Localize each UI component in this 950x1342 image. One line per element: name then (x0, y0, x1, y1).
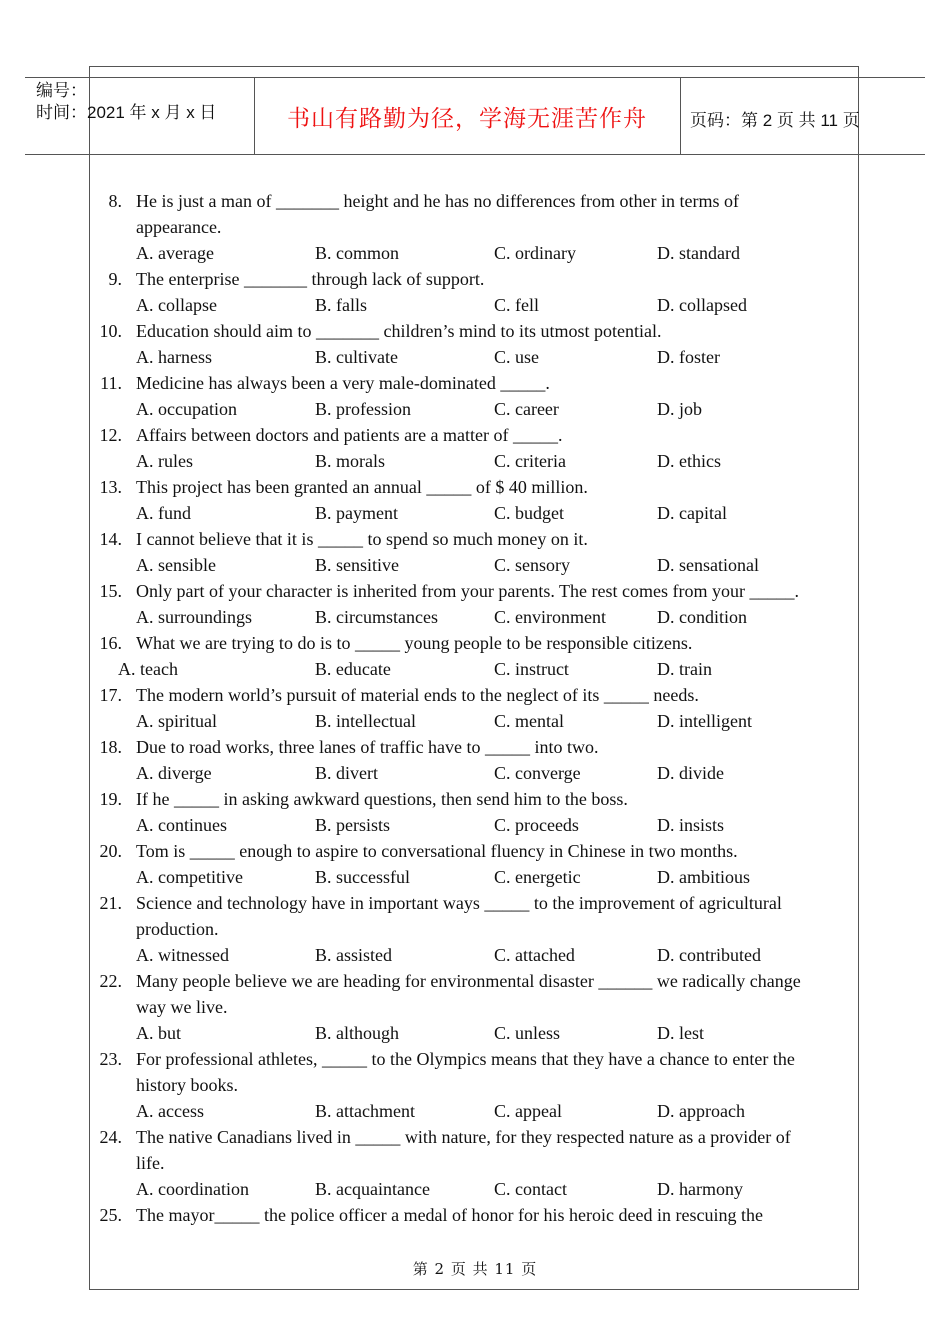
answer-options (96, 708, 846, 734)
option-d: D. divide (657, 763, 725, 783)
question-number: 11. (100, 373, 122, 393)
question-list (96, 188, 846, 1228)
option-c: C. fell (493, 295, 539, 315)
question-number (96, 1150, 122, 1176)
answer-options (96, 1176, 846, 1202)
option-d: D. harmony (657, 1179, 744, 1199)
option-d: D. ethics (657, 451, 722, 471)
option-b: B. acquaintance (314, 1179, 430, 1199)
answer-options (96, 240, 846, 266)
question-stem (96, 1202, 846, 1228)
question-text: If he _____ in asking awkward questions, then send him to the boss. (136, 789, 628, 809)
option-d: D. intelligent (657, 711, 753, 731)
option-c: C. criteria (493, 451, 566, 471)
question-text: Tom is _____ enough to aspire to conversational fluency in Chinese in two months. (136, 841, 738, 861)
question-text: Science and technology have in important ways _____ to the improvement of agricultural (136, 893, 782, 913)
question-text: Only part of your character is inherited from your parents. The rest comes from your _____. (136, 581, 799, 601)
option-b: B. intellectual (314, 711, 416, 731)
question-number: 8. (108, 191, 122, 211)
question-stem-continued (96, 214, 846, 240)
question-stem-continued (96, 1150, 846, 1176)
question-text: way we live. (136, 997, 228, 1017)
question-text: For professional athletes, _____ to the Olympics means that they have a chance to enter the (136, 1049, 795, 1069)
option-b: B. common (314, 243, 399, 263)
option-d: D. sensational (657, 555, 760, 575)
doc-id-label: 编号： (36, 81, 87, 100)
option-b: B. although (314, 1023, 399, 1043)
option-a: A. average (136, 243, 214, 263)
question-text: This project has been granted an annual _____ of $ 40 million. (136, 477, 588, 497)
question-number: 19. (99, 789, 122, 809)
answer-options (96, 604, 846, 630)
question-stem (96, 682, 846, 708)
answer-options (96, 292, 846, 318)
option-c: C. instruct (493, 659, 569, 679)
question-text: The modern world’s pursuit of material ends to the neglect of its _____ needs. (136, 685, 699, 705)
question-number: 14. (99, 529, 122, 549)
question-stem (96, 1124, 846, 1150)
question-stem-continued (96, 994, 846, 1020)
question-text: Medicine has always been a very male-dominated _____. (136, 373, 550, 393)
question-text: I cannot believe that it is _____ to spend so much money on it. (136, 529, 588, 549)
question-number: 22. (99, 971, 122, 991)
answer-options (96, 396, 846, 422)
answer-options (96, 656, 846, 682)
option-a: A. harness (136, 347, 212, 367)
option-a: A. spiritual (136, 711, 217, 731)
option-c: C. ordinary (493, 243, 576, 263)
question-stem (96, 474, 846, 500)
question-text: Education should aim to _______ children’s mind to its utmost potential. (136, 321, 662, 341)
option-d: D. lest (657, 1023, 705, 1043)
question-number: 9. (108, 269, 122, 289)
option-d: D. capital (657, 503, 728, 523)
option-a: A. competitive (136, 867, 243, 887)
question-stem (96, 578, 846, 604)
option-c: C. budget (493, 503, 564, 523)
question-text: production. (136, 919, 219, 939)
option-c: C. use (493, 347, 539, 367)
option-a: A. teach (118, 659, 178, 679)
option-a: A. sensible (136, 555, 216, 575)
option-c: C. attached (493, 945, 575, 965)
header-bottom-rule (25, 154, 925, 155)
question-number: 18. (99, 737, 122, 757)
option-d: D. job (657, 399, 703, 419)
question-stem (96, 890, 846, 916)
question-number (96, 916, 122, 942)
question-stem (96, 526, 846, 552)
option-a: A. coordination (136, 1179, 249, 1199)
option-d: D. train (657, 659, 713, 679)
header-meta (36, 80, 216, 124)
question-stem (96, 630, 846, 656)
question-text: appearance. (136, 217, 222, 237)
question-stem-continued (96, 1072, 846, 1098)
option-d: D. condition (657, 607, 748, 627)
answer-options (96, 448, 846, 474)
answer-options (96, 812, 846, 838)
answer-options (96, 500, 846, 526)
option-a: A. but (136, 1023, 181, 1043)
option-b: B. morals (314, 451, 385, 471)
question-number: 13. (99, 477, 122, 497)
question-text: The mayor_____ the police officer a medal of honor for his heroic deed in rescuing the (136, 1205, 763, 1225)
option-d: D. standard (657, 243, 741, 263)
question-stem-continued (96, 916, 846, 942)
option-c: C. mental (493, 711, 564, 731)
option-a: A. fund (136, 503, 191, 523)
option-c: C. career (493, 399, 559, 419)
question-stem (96, 266, 846, 292)
header-motto: 书山有路勤为径，学海无涯苦作舟 (287, 106, 647, 132)
answer-options (96, 552, 846, 578)
option-b: B. attachment (314, 1101, 415, 1121)
question-number (96, 1072, 122, 1098)
option-c: C. unless (493, 1023, 560, 1043)
question-stem (96, 734, 846, 760)
option-d: D. ambitious (657, 867, 751, 887)
page-footer: 第 2 页 共 11 页 (412, 1260, 538, 1278)
option-a: A. surroundings (136, 607, 252, 627)
option-a: A. rules (136, 451, 193, 471)
option-a: A. access (136, 1101, 204, 1121)
option-c: C. proceeds (493, 815, 579, 835)
header-page-info: 页码：第 2 页 共 11 页 (690, 111, 860, 130)
option-b: B. cultivate (314, 347, 398, 367)
answer-options (96, 760, 846, 786)
question-text: He is just a man of _______ height and he has no differences from other in terms of (136, 191, 740, 211)
question-number (96, 994, 122, 1020)
question-number: 17. (99, 685, 122, 705)
question-stem (96, 318, 846, 344)
question-text: life. (136, 1153, 165, 1173)
option-b: B. educate (314, 659, 391, 679)
option-a: A. occupation (136, 399, 237, 419)
option-a: A. witnessed (136, 945, 229, 965)
question-text: Due to road works, three lanes of traffic have to _____ into two. (136, 737, 599, 757)
answer-options (96, 344, 846, 370)
option-b: B. divert (314, 763, 378, 783)
option-d: D. insists (657, 815, 725, 835)
question-number: 25. (99, 1205, 122, 1225)
question-text: What we are trying to do is to _____ young people to be responsible citizens. (136, 633, 693, 653)
option-d: D. contributed (657, 945, 762, 965)
question-text: The enterprise _______ through lack of support. (136, 269, 485, 289)
question-number: 12. (99, 425, 122, 445)
answer-options (96, 864, 846, 890)
option-b: B. successful (314, 867, 410, 887)
option-d: D. foster (657, 347, 721, 367)
question-text: Many people believe we are heading for environmental disaster ______ we radically change (136, 971, 801, 991)
question-text: Affairs between doctors and patients are a matter of _____. (136, 425, 563, 445)
question-number: 10. (99, 321, 122, 341)
option-c: C. converge (493, 763, 581, 783)
question-text: history books. (136, 1075, 239, 1095)
option-b: B. sensitive (314, 555, 399, 575)
option-b: B. payment (314, 503, 398, 523)
option-c: C. contact (493, 1179, 567, 1199)
question-stem (96, 968, 846, 994)
header-top-rule (25, 77, 925, 78)
answer-options (96, 942, 846, 968)
question-number: 16. (99, 633, 122, 653)
question-number: 15. (99, 581, 122, 601)
option-a: A. continues (136, 815, 227, 835)
option-b: B. profession (314, 399, 411, 419)
option-c: C. sensory (493, 555, 570, 575)
question-number: 20. (99, 841, 122, 861)
option-b: B. assisted (314, 945, 392, 965)
question-number (96, 214, 122, 240)
option-d: D. collapsed (657, 295, 748, 315)
question-stem (96, 1046, 846, 1072)
question-stem (96, 838, 846, 864)
header-divider-right (680, 77, 681, 154)
option-b: B. circumstances (314, 607, 438, 627)
option-a: A. diverge (136, 763, 212, 783)
option-b: B. persists (314, 815, 390, 835)
answer-options (96, 1098, 846, 1124)
question-number: 24. (99, 1127, 122, 1147)
question-stem (96, 786, 846, 812)
question-number: 21. (99, 893, 122, 913)
question-number: 23. (99, 1049, 122, 1069)
question-stem (96, 422, 846, 448)
option-a: A. collapse (136, 295, 217, 315)
doc-time-label: 时间：2021 年 x 月 x 日 (36, 103, 217, 122)
option-c: C. environment (493, 607, 606, 627)
option-d: D. approach (657, 1101, 746, 1121)
answer-options (96, 1020, 846, 1046)
question-text: The native Canadians lived in _____ with nature, for they respected nature as a provider of (136, 1127, 791, 1147)
question-stem (96, 188, 846, 214)
option-c: C. appeal (493, 1101, 562, 1121)
question-stem (96, 370, 846, 396)
option-b: B. falls (314, 295, 367, 315)
option-c: C. energetic (493, 867, 581, 887)
